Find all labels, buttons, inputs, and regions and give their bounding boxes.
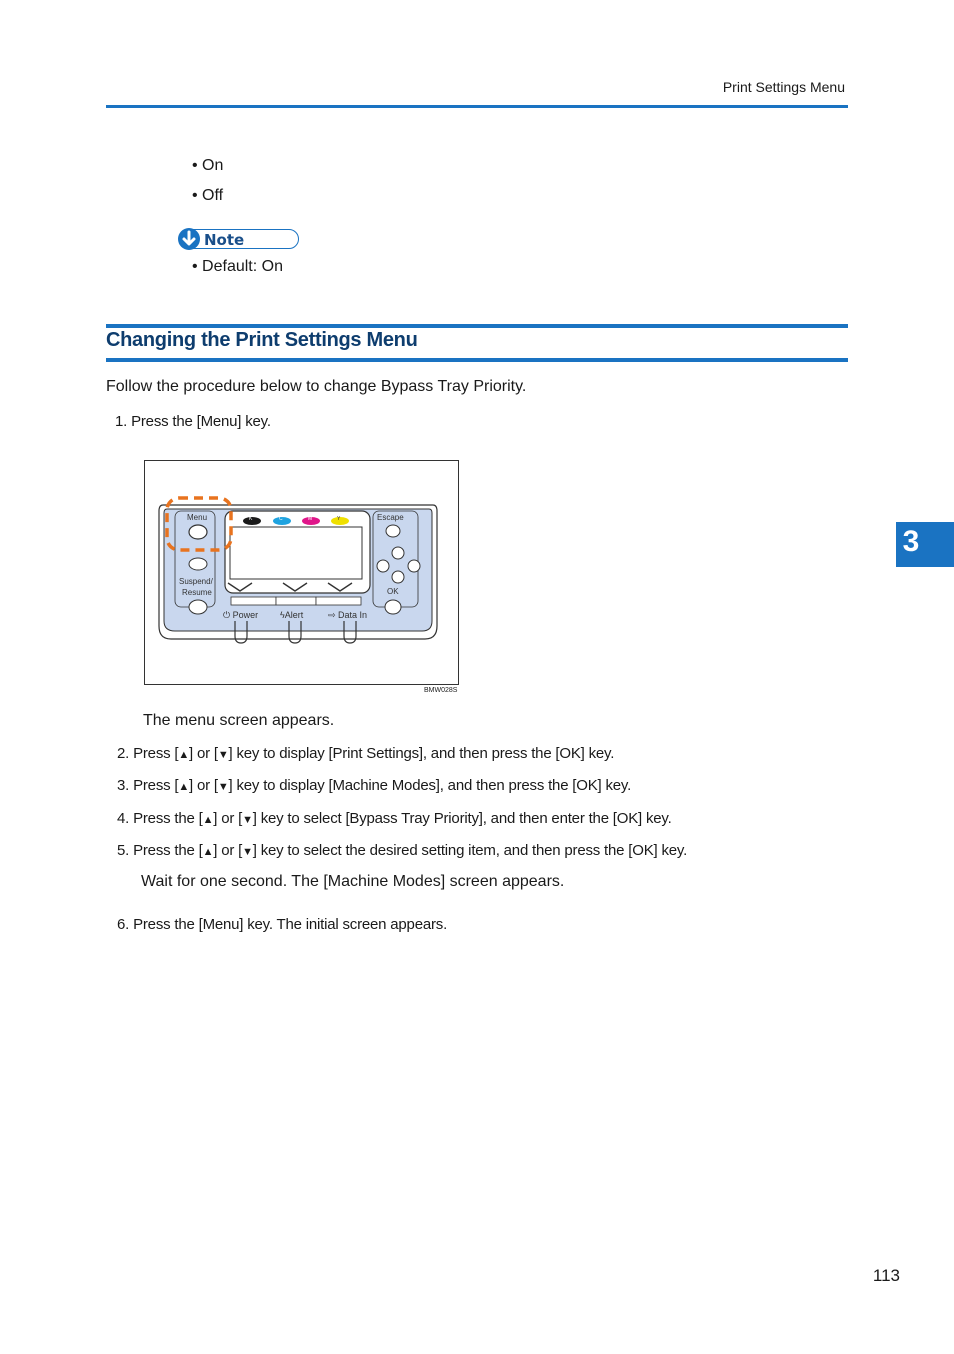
suspend-label: Suspend/	[179, 577, 213, 586]
section-rule-bottom	[106, 358, 848, 362]
step-3: 3. Press [▲] or [▼] key to display [Machine Modes], and then press the [OK] key.	[117, 777, 632, 794]
note-default: • Default: On	[192, 258, 283, 275]
up-arrow-icon: ▲	[178, 749, 190, 761]
step-6: 6. Press the [Menu] key. The initial screen appears.	[117, 916, 448, 933]
down-arrow-icon	[178, 228, 200, 250]
up-arrow-icon: ▲	[178, 781, 190, 793]
option-on: • On	[192, 157, 224, 174]
menu-key-label: Menu	[187, 513, 208, 522]
up-arrow-icon: ▲	[202, 814, 214, 826]
step-1: 1. Press the [Menu] key.	[115, 413, 271, 430]
ok-key-label: OK	[387, 587, 399, 596]
control-panel-figure	[144, 460, 459, 685]
note-badge	[179, 229, 299, 249]
escape-key-label: Escape	[377, 513, 404, 522]
step-1-result: The menu screen appears.	[143, 712, 335, 729]
step-4: 4. Press the [▲] or [▼] key to select [Bypass Tray Priority], and then enter the [OK] key.	[117, 810, 672, 827]
header-rule	[106, 105, 848, 108]
down-arrow-icon: ▼	[242, 846, 253, 858]
step-2: 2. Press [▲] or [▼] key to display [Print Settings], and then press the [OK] key.	[117, 745, 615, 762]
chapter-number: 3	[902, 525, 920, 558]
option-off: • Off	[192, 187, 224, 204]
down-arrow-icon: ▼	[242, 814, 253, 826]
resume-label: Resume	[182, 588, 212, 597]
alert-label: ϟAlert	[280, 610, 304, 620]
figure-code: BMW028S	[424, 687, 458, 694]
up-arrow-icon: ▲	[202, 846, 214, 858]
chapter-tab	[896, 522, 954, 567]
section-rule-top	[106, 324, 848, 328]
step-5-result: Wait for one second. The [Machine Modes] screen appears.	[141, 873, 565, 890]
running-header: Print Settings Menu	[722, 79, 845, 95]
page-number: 113	[872, 1266, 900, 1285]
toner-c-label: C	[279, 516, 283, 522]
power-label: ⏻ Power	[223, 610, 259, 620]
toner-k-label: K	[249, 516, 253, 522]
note-label: Note	[204, 231, 245, 249]
data-in-label: ⇨ Data In	[328, 610, 368, 620]
down-arrow-icon: ▼	[217, 781, 229, 793]
toner-y-label: Y	[337, 516, 341, 522]
section-title: Changing the Print Settings Menu	[106, 329, 418, 351]
section-intro: Follow the procedure below to change Bypass Tray Priority.	[106, 378, 527, 395]
step-5: 5. Press the [▲] or [▼] key to select the desired setting item, and then press the [OK] key.	[117, 842, 688, 859]
toner-m-label: M	[308, 516, 313, 522]
down-arrow-icon: ▼	[217, 749, 229, 761]
